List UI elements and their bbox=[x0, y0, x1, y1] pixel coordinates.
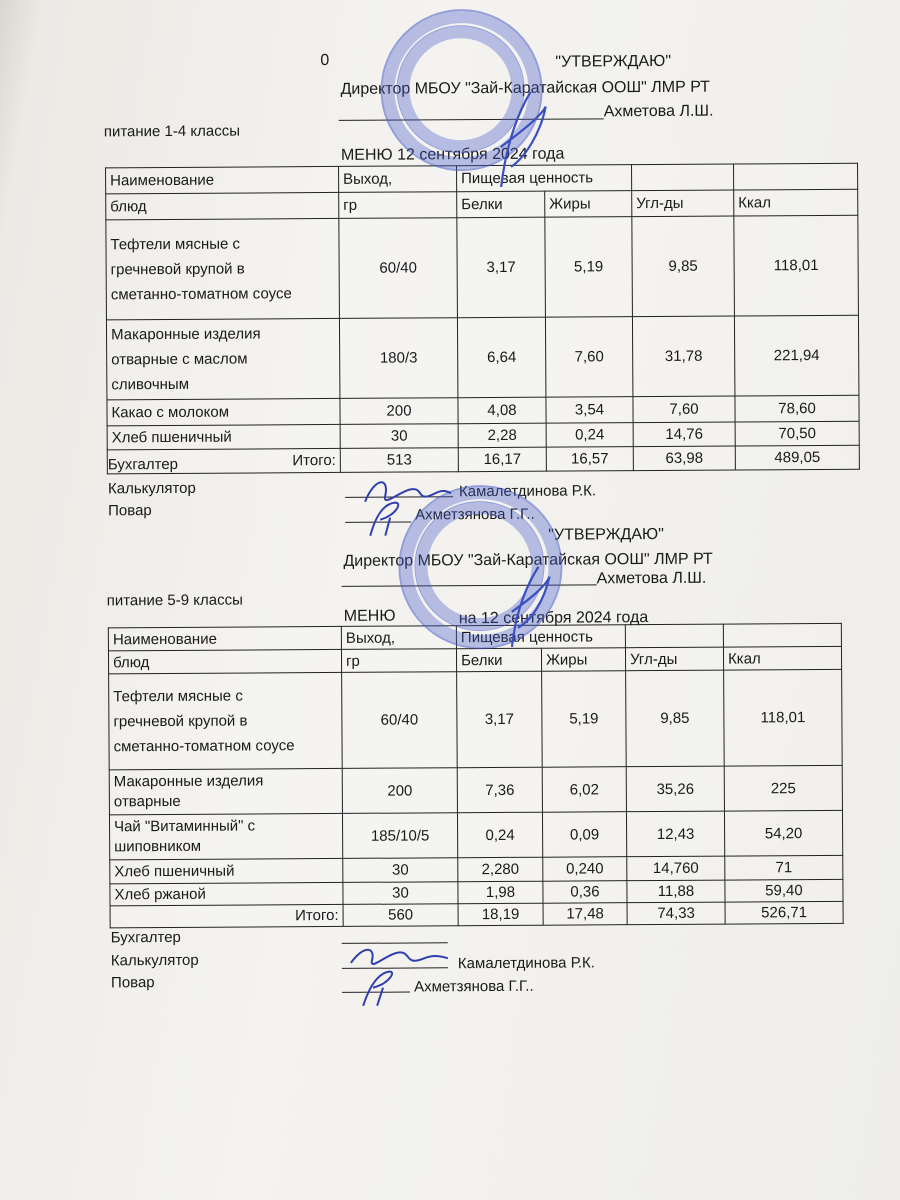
kcal-cell: 70,50 bbox=[735, 421, 859, 446]
total-protein: 18,19 bbox=[458, 903, 543, 926]
calculator-label-2: Калькулятор bbox=[110, 951, 199, 970]
dish-name-line: Чай "Витаминный" с bbox=[114, 817, 256, 836]
protein-cell: 2,28 bbox=[458, 423, 546, 448]
protein-cell: 6,64 bbox=[457, 317, 545, 398]
protein-cell: 3,17 bbox=[457, 671, 543, 768]
fat-cell: 5,19 bbox=[545, 217, 633, 318]
total-label: Итого: bbox=[107, 448, 340, 473]
header-cell: Выход, bbox=[339, 166, 457, 193]
cook-name-2: Ахметзянова Г.Г.. bbox=[413, 977, 534, 996]
accountant-label-2: Бухгалтер bbox=[110, 928, 181, 947]
dish-name-cell: Хлеб пшеничный bbox=[110, 858, 343, 883]
protein-cell: 1,98 bbox=[458, 881, 543, 904]
table-row bbox=[109, 669, 843, 769]
fat-cell: 0,09 bbox=[542, 812, 626, 858]
kcal-cell: 54,20 bbox=[724, 810, 842, 856]
header-cell: блюд bbox=[108, 649, 341, 673]
dish-name-line: Макаронные изделия bbox=[110, 325, 261, 344]
dish-name-line: шиповником bbox=[114, 837, 202, 856]
fat-cell: 7,60 bbox=[545, 317, 632, 398]
total-row bbox=[110, 901, 843, 927]
approve-heading-2: "УТВЕРЖДАЮ" bbox=[548, 525, 664, 544]
dish-name-cell bbox=[106, 318, 339, 399]
dish-name-line: Макаронные изделия bbox=[113, 772, 264, 791]
total-kcal: 489,05 bbox=[735, 445, 859, 470]
header-cell: Угл-ды bbox=[632, 190, 734, 217]
protein-cell: 2,280 bbox=[458, 857, 543, 882]
fat-cell: 0,24 bbox=[546, 423, 633, 448]
total-label: Итого: bbox=[110, 904, 343, 927]
output-cell: 185/10/5 bbox=[342, 813, 457, 859]
carb-cell: 12,43 bbox=[626, 811, 724, 857]
dish-name-line: сливочным bbox=[111, 375, 190, 394]
header-cell: Выход, bbox=[341, 626, 456, 650]
menu-word-2: МЕНЮ bbox=[343, 607, 396, 625]
fat-cell: 0,240 bbox=[543, 857, 627, 882]
carb-cell: 35,26 bbox=[626, 766, 724, 812]
dish-name-cell bbox=[109, 768, 342, 814]
header-cell: Наименование bbox=[106, 166, 339, 193]
class-label-2: питание 5-9 классы bbox=[106, 591, 243, 610]
dish-name-line: отварные bbox=[113, 792, 181, 811]
signature-line-1 bbox=[339, 118, 604, 121]
dish-name-cell: Какао с молоком bbox=[107, 398, 340, 425]
total-carb: 63,98 bbox=[633, 446, 735, 471]
header-cell bbox=[625, 624, 723, 648]
table-row bbox=[106, 315, 858, 400]
header-cell bbox=[632, 164, 734, 191]
output-cell: 200 bbox=[340, 398, 458, 425]
dish-name-line: гречневой крупой в bbox=[110, 260, 245, 279]
header-cell: Наименование bbox=[108, 626, 341, 650]
protein-cell: 3,17 bbox=[457, 217, 546, 318]
header-cell: Пищевая ценность bbox=[457, 165, 632, 192]
fat-cell: 6,02 bbox=[542, 767, 626, 813]
dish-name-line: отварные с маслом bbox=[111, 350, 248, 369]
header-cell bbox=[723, 623, 841, 647]
dish-name-line: Тефтели мясные с bbox=[110, 235, 241, 254]
table-row bbox=[109, 810, 842, 859]
total-row bbox=[107, 445, 859, 474]
header-cell: Ккал bbox=[734, 189, 858, 216]
approve-heading-1: "УТВЕРЖДАЮ" bbox=[555, 52, 672, 71]
signature-line-cook-2 bbox=[342, 992, 410, 993]
table-row bbox=[106, 215, 859, 320]
dish-name-cell bbox=[109, 813, 342, 859]
output-cell: 30 bbox=[343, 882, 458, 905]
calculator-name-1: Камалетдинова Р.К. bbox=[458, 482, 597, 501]
cook-signature-2 bbox=[351, 966, 406, 1008]
output-cell: 60/40 bbox=[339, 218, 458, 319]
header-cell: Жиры bbox=[545, 191, 632, 218]
total-carb: 74,33 bbox=[627, 902, 725, 925]
output-cell: 30 bbox=[343, 858, 458, 883]
signature-line-calc-1 bbox=[345, 496, 453, 498]
total-protein: 16,17 bbox=[458, 447, 546, 472]
menu-title-1: МЕНЮ 12 сентября 2024 года bbox=[340, 145, 565, 164]
fat-cell: 0,36 bbox=[543, 881, 627, 904]
cook-label-2: Повар bbox=[110, 974, 155, 992]
calculator-label-1: Калькулятор bbox=[107, 479, 196, 498]
header-cell: Пищевая ценность bbox=[456, 625, 625, 649]
menu-table-1 bbox=[105, 163, 860, 475]
dish-name-line: сметанно-томатном соусе bbox=[110, 285, 292, 304]
dish-name-line: гречневой крупой в bbox=[113, 712, 248, 731]
carb-cell: 14,760 bbox=[627, 856, 725, 881]
carb-cell: 9,85 bbox=[626, 670, 725, 767]
carb-cell: 7,60 bbox=[633, 396, 735, 423]
signature-line-2 bbox=[342, 584, 597, 587]
kcal-cell: 225 bbox=[724, 765, 842, 811]
class-label-1: питание 1-4 классы bbox=[103, 122, 241, 141]
carb-cell: 31,78 bbox=[632, 316, 734, 397]
dish-name-cell bbox=[109, 672, 343, 769]
accountant-label-1: Бухгалтер bbox=[107, 455, 179, 474]
signature-line-calc-2 bbox=[342, 967, 448, 969]
protein-cell: 7,36 bbox=[457, 767, 542, 813]
dish-name-cell bbox=[106, 218, 340, 319]
total-fat: 17,48 bbox=[543, 903, 627, 926]
signature-line-cook-1 bbox=[345, 521, 411, 522]
output-cell: 30 bbox=[340, 424, 458, 449]
carb-cell: 14,76 bbox=[633, 422, 735, 447]
total-output: 560 bbox=[343, 904, 458, 927]
cook-name-1: Ахметзянова Г.Г.. bbox=[415, 505, 535, 524]
header-cell: Ккал bbox=[723, 646, 841, 670]
header-cell: блюд bbox=[106, 192, 339, 219]
table-row bbox=[109, 765, 842, 814]
output-cell: 180/3 bbox=[339, 318, 457, 399]
fat-cell: 3,54 bbox=[546, 397, 633, 424]
kcal-cell: 221,94 bbox=[734, 315, 858, 396]
total-output: 513 bbox=[340, 448, 458, 473]
director-name-2: Ахметова Л.Ш. bbox=[596, 569, 707, 588]
director-line-1: Директор МБОУ "Зай-Каратайская ООШ" ЛМР РТ bbox=[340, 78, 710, 98]
kcal-cell: 118,01 bbox=[724, 669, 843, 766]
kcal-cell: 118,01 bbox=[734, 215, 859, 316]
header-cell: Белки bbox=[457, 191, 545, 218]
menu-table-2 bbox=[108, 623, 844, 928]
fat-cell: 5,19 bbox=[542, 671, 627, 768]
protein-cell: 0,24 bbox=[457, 812, 542, 858]
dish-name-cell: Хлеб ржаной bbox=[110, 882, 343, 905]
menu-date-2: на 12 сентября 2024 года bbox=[458, 609, 649, 628]
header-cell: Белки bbox=[456, 648, 541, 672]
kcal-cell: 71 bbox=[725, 855, 843, 880]
header-cell: гр bbox=[339, 192, 457, 219]
dish-name-line: сметанно-томатном соусе bbox=[113, 737, 295, 756]
header-cell bbox=[734, 163, 858, 190]
output-cell: 200 bbox=[342, 768, 457, 814]
director-name-1: Ахметова Л.Ш. bbox=[603, 102, 714, 121]
header-cell: Жиры bbox=[541, 648, 625, 672]
signature-line-acct-2 bbox=[342, 942, 448, 944]
kcal-cell: 78,60 bbox=[735, 395, 859, 422]
carb-cell: 11,88 bbox=[627, 880, 725, 903]
calculator-name-2: Камалетдинова Р.К. bbox=[457, 954, 595, 973]
dish-name-cell: Хлеб пшеничный bbox=[107, 424, 340, 449]
protein-cell: 4,08 bbox=[458, 397, 546, 424]
kcal-cell: 59,40 bbox=[725, 879, 843, 902]
top-number: 0 bbox=[320, 51, 330, 70]
cook-signature-1 bbox=[355, 497, 415, 537]
output-cell: 60/40 bbox=[342, 672, 458, 769]
director-line-2: Директор МБОУ "Зай-Каратайская ООШ" ЛМР РТ bbox=[343, 550, 713, 570]
carb-cell: 9,85 bbox=[632, 216, 735, 317]
cook-label-1: Повар bbox=[108, 502, 152, 520]
dish-name-line: Тефтели мясные с bbox=[113, 687, 243, 706]
total-kcal: 526,71 bbox=[725, 901, 843, 924]
header-cell: гр bbox=[341, 649, 456, 673]
header-cell: Угл-ды bbox=[625, 647, 723, 671]
total-fat: 16,57 bbox=[546, 447, 633, 472]
calculator-signature-2 bbox=[346, 942, 451, 975]
